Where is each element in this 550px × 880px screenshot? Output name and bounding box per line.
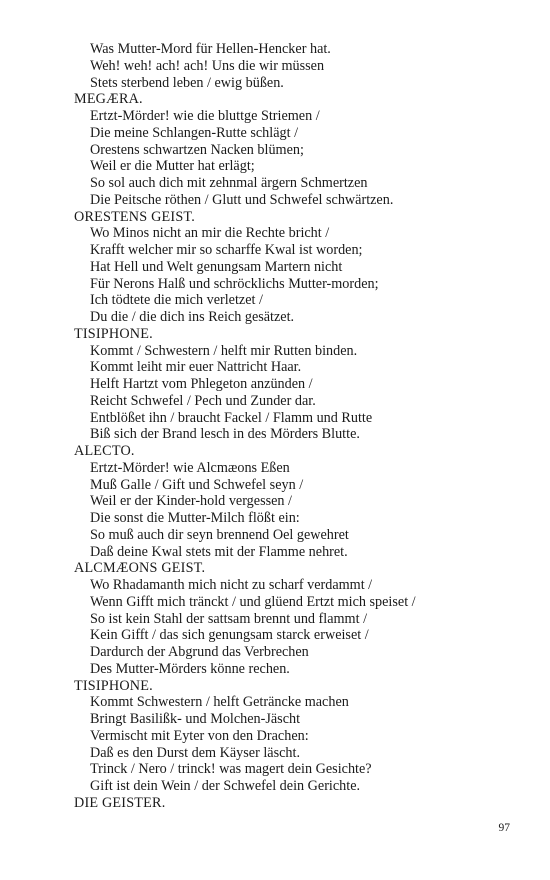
verse-line: Trinck / Nero / trinck! was magert dein Gesichte? [90,761,372,778]
verse-line: Kein Gifft / das sich genungsam starck erweiset / [90,627,369,644]
verse-line: Die meine Schlangen-Rutte schlägt / [90,124,299,141]
verse-line: Wenn Gifft mich tränckt / und glüend Ertzt mich speiset / [90,593,416,610]
speaker-name: TISIPHONE. [74,677,153,694]
verse-line: Ertzt-Mörder! wie die bluttge Striemen / [90,108,320,124]
verse-line: Wo Minos nicht an mir die Rechte bricht / [90,225,330,242]
verse-line: Dardurch der Abgrund das Verbrechen [90,644,309,660]
page-number: 97 [498,822,510,834]
verse-line: Stets sterbend leben / ewig büßen. [90,74,284,91]
drama-text [74,41,474,812]
verse-line: Reicht Schwefel / Pech und Zunder dar. [90,392,316,409]
verse-line: So muß auch dir seyn brennend Oel gewehret [90,526,349,543]
verse-line: Helft Hartzt vom Phlegeton anzünden / [90,376,313,392]
verse-line: Daß es den Durst dem Käyser läscht. [90,744,300,761]
verse-line: So sol auch dich mit zehnmal ärgern Schmertzen [90,175,368,191]
verse-line: Weh! weh! ach! ach! Uns die wir müssen [90,57,325,74]
verse-line: Biß sich der Brand lesch in des Mörders Blutte. [90,426,360,443]
verse-line: Du die / die dich ins Reich gesätzet. [90,309,295,325]
verse-line: Weil er der Kinder-hold vergessen / [90,493,292,510]
verse-line: Muß Galle / Gift und Schwefel seyn / [90,476,304,493]
verse-line: Ertzt-Mörder! wie Alcmæons Eßen [90,459,290,476]
verse-line: Bringt Basilißk- und Molchen-Jäscht [90,711,301,727]
verse-line: Wo Rhadamanth mich nicht zu scharf verdammt / [90,577,373,593]
speaker-name: MEGÆRA. [74,91,143,108]
verse-line: Für Nerons Halß und schröcklichs Mutter-morden; [90,275,379,292]
verse-line: Die Peitsche röthen / Glutt und Schwefel schwärtzen. [90,191,394,208]
verse-line: Kommt / Schwestern / helft mir Rutten binden. [90,342,358,359]
verse-line: Daß deine Kwal stets mit der Flamme nehret. [90,543,348,560]
verse-line: Die sonst die Mutter-Milch flößt ein: [90,510,300,526]
verse-line: Gift ist dein Wein / der Schwefel dein Gerichte. [90,778,361,794]
speaker-name: ORESTENS GEIST. [74,208,195,225]
verse-line: So ist kein Stahl der sattsam brennt und flammt / [90,610,368,627]
verse-line: Weil er die Mutter hat erlägt; [90,158,255,175]
verse-line: Was Mutter-Mord für Hellen-Hencker hat. [90,41,331,57]
speaker-name: TISIPHONE. [74,325,153,342]
verse-line: Kommt Schwestern / helft Geträncke machen [90,694,349,711]
speaker-name: ALECTO. [74,443,135,459]
verse-line: Vermischt mit Eyter von den Drachen: [90,727,309,744]
verse-line: Des Mutter-Mörders könne rechen. [90,660,290,677]
verse-line: Kommt leiht mir euer Nattricht Haar. [90,359,302,376]
verse-line: Orestens schwartzen Nacken blümen; [90,141,304,158]
speaker-name: DIE GEISTER. [74,794,166,811]
speaker-name: ALCMÆONS GEIST. [74,560,206,577]
verse-line: Ich tödtete die mich verletzet / [90,292,263,309]
verse-line: Hat Hell und Welt genungsam Martern nicht [90,258,343,275]
verse-line: Krafft welcher mir so scharffe Kwal ist worden; [90,242,363,258]
verse-line: Entblößet ihn / braucht Fackel / Flamm und Rutte [90,409,373,426]
